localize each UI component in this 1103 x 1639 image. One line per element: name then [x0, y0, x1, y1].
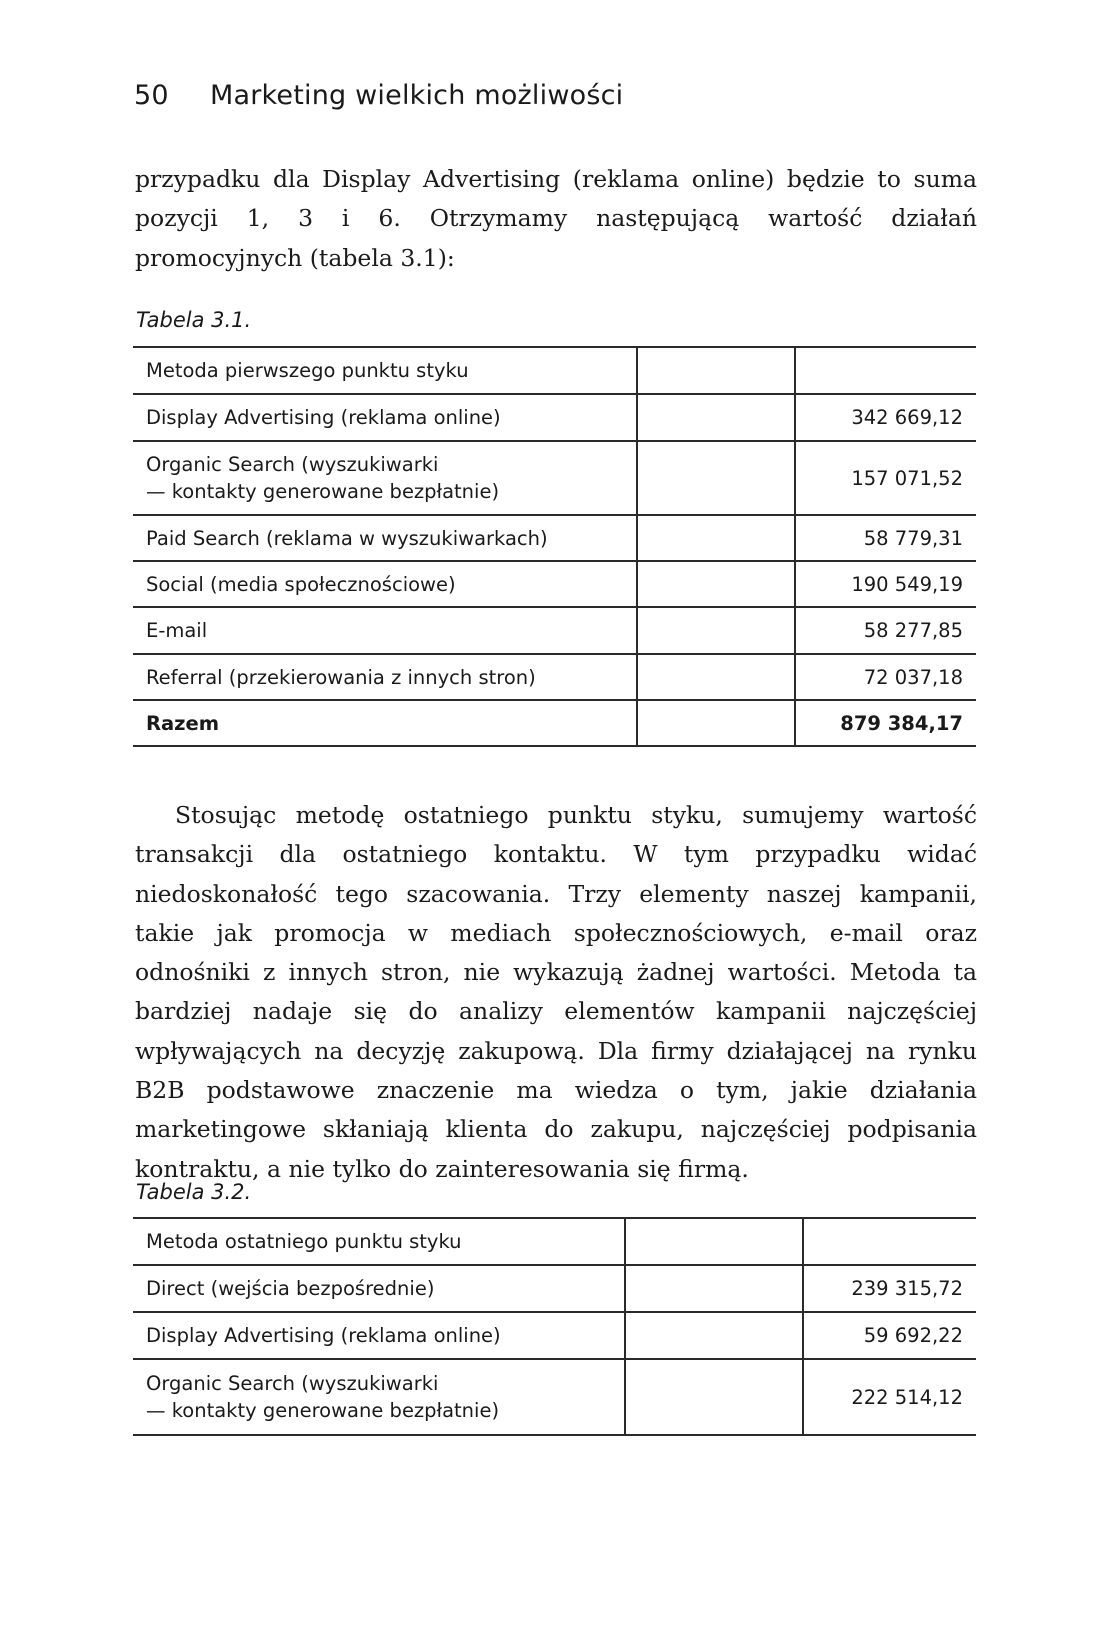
page-number: 50: [134, 80, 169, 111]
empty-cell: [803, 1218, 976, 1265]
empty-cell: [637, 700, 795, 746]
row-label: Referral (przekierowania z innych stron): [133, 654, 637, 700]
empty-cell: [637, 654, 795, 700]
table-header-cell: Metoda ostatniego punktu styku: [133, 1218, 625, 1265]
table-row: [133, 654, 976, 700]
table-row: [133, 1265, 976, 1312]
row-value: 239 315,72: [803, 1265, 976, 1312]
row-label: Direct (wejścia bezpośrednie): [133, 1265, 625, 1312]
row-value: 58 779,31: [795, 515, 976, 561]
row-value: 342 669,12: [795, 394, 976, 441]
table-row: [133, 394, 976, 441]
empty-cell: [625, 1359, 803, 1435]
row-label: Display Advertising (reklama online): [133, 1312, 625, 1359]
total-label: Razem: [133, 700, 637, 746]
paragraph-intro: przypadku dla Display Advertising (reklama online) będzie to suma pozycji 1, 3 i 6. Otrzymamy następującą wartość działań promocyjnych (tabela 3.1):: [135, 165, 977, 272]
row-label: [133, 441, 637, 515]
empty-cell: [637, 394, 795, 441]
row-value: 72 037,18: [795, 654, 976, 700]
table-last-touch: [133, 1217, 976, 1436]
row-value: 222 514,12: [803, 1359, 976, 1435]
table-row: [133, 515, 976, 561]
book-title: Marketing wielkich możliwości: [210, 80, 624, 111]
row-label: Social (media społecznościowe): [133, 561, 637, 607]
empty-cell: [637, 607, 795, 654]
table-row: [133, 561, 976, 607]
empty-cell: [637, 561, 795, 607]
empty-cell: [795, 347, 976, 394]
row-label: E-mail: [133, 607, 637, 654]
row-label-line: Organic Search (wyszukiwarki — kontakty generowane bezpłatnie): [146, 1372, 500, 1422]
running-head: [134, 80, 623, 111]
empty-cell: [625, 1312, 803, 1359]
table-1-caption: Tabela 3.1.: [136, 308, 252, 332]
table-header-row: [133, 347, 976, 394]
empty-cell: [625, 1265, 803, 1312]
row-value: 157 071,52: [795, 441, 976, 515]
table-row: [133, 1312, 976, 1359]
table-row: [133, 1359, 976, 1435]
row-value: 190 549,19: [795, 561, 976, 607]
empty-cell: [637, 441, 795, 515]
total-value: 879 384,17: [795, 700, 976, 746]
empty-cell: [625, 1218, 803, 1265]
row-label: Display Advertising (reklama online): [133, 394, 637, 441]
row-label-line: Organic Search (wyszukiwarki — kontakty generowane bezpłatnie): [146, 453, 500, 503]
table-header-row: [133, 1218, 976, 1265]
table-row: [133, 607, 976, 654]
row-value: 59 692,22: [803, 1312, 976, 1359]
paragraph-last-touch: Stosując metodę ostatniego punktu styku, sumujemy wartość transakcji dla ostatniego kontaktu. W tym przypadku widać niedoskonałość tego szacowania. Trzy elementy naszej kampanii, takie jak promocja w mediach społecznościowych, e-mail oraz odnośniki z innych stron, nie wykazują żadnej wartości. Metoda ta bardziej nadaje się do analizy elementów kampanii najczęściej wpływających na decyzję zakupową. Dla firmy działającej na rynku B2B podstawowe znaczenie ma wiedza o tym, jakie działania marketingowe skłaniają klienta do zakupu, najczęściej podpisania kontraktu, a nie tylko do zainteresowania się firmą.: [135, 801, 977, 1183]
empty-cell: [637, 515, 795, 561]
row-label: [133, 1359, 625, 1435]
table-first-touch: [133, 346, 976, 747]
row-label: Paid Search (reklama w wyszukiwarkach): [133, 515, 637, 561]
table-2-caption: Tabela 3.2.: [136, 1180, 252, 1204]
row-value: 58 277,85: [795, 607, 976, 654]
table-total-row: [133, 700, 976, 746]
empty-cell: [637, 347, 795, 394]
table-row: [133, 441, 976, 515]
table-header-cell: Metoda pierwszego punktu styku: [133, 347, 637, 394]
